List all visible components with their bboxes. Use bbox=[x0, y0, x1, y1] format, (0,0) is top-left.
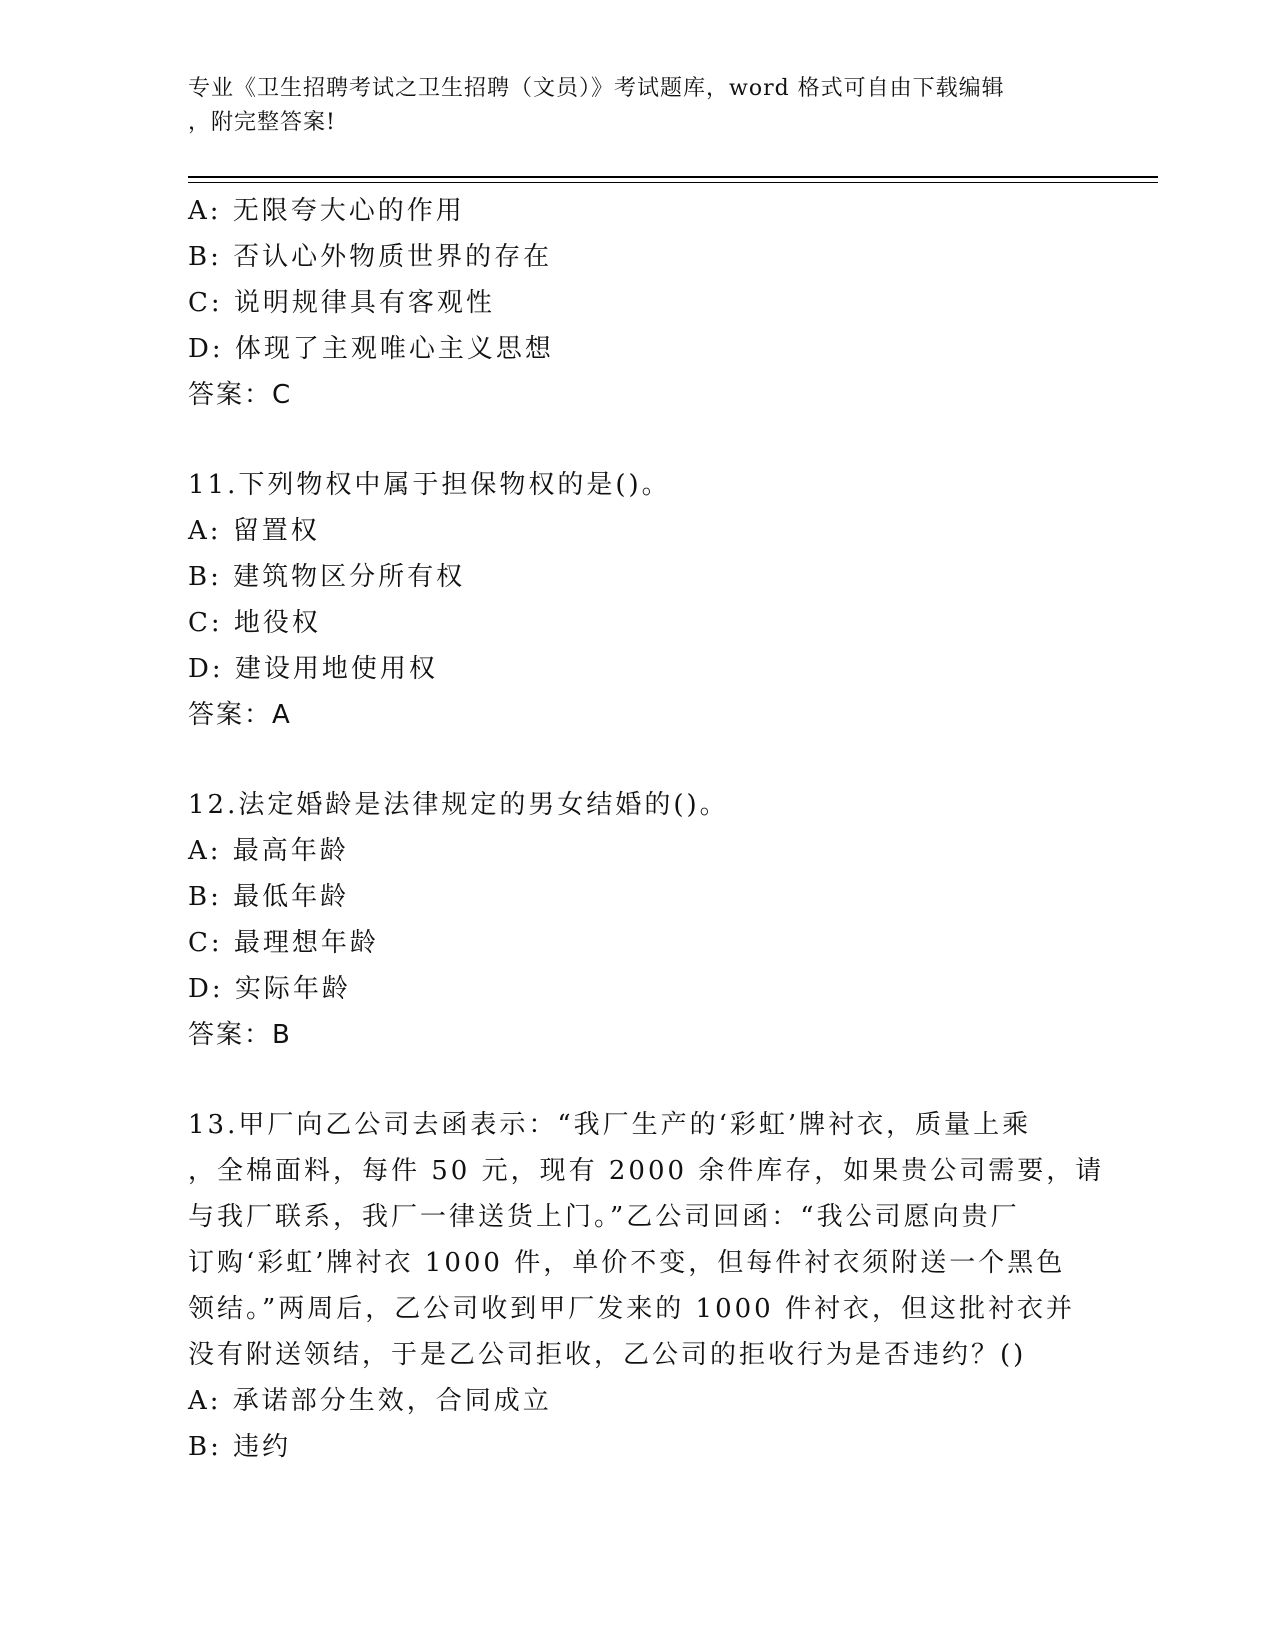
option-c: C: 最理想年龄 bbox=[188, 928, 379, 958]
option-c: C: 地役权 bbox=[188, 608, 321, 638]
question-13 bbox=[188, 1102, 1105, 1470]
spacer bbox=[188, 1058, 1088, 1102]
stem-line: 订购‘彩虹’牌衬衣 1000 件，单价不变，但每件衬衣须附送一个黑色 bbox=[188, 1248, 1066, 1278]
answer-line: 答案：A bbox=[188, 700, 292, 730]
answer-line: 答案：C bbox=[188, 380, 293, 410]
answer-line: 答案：B bbox=[188, 1020, 292, 1050]
question-content bbox=[188, 188, 1105, 1470]
option-a: A: 留置权 bbox=[188, 516, 320, 546]
option-a: A: 最高年龄 bbox=[188, 836, 349, 866]
question-11 bbox=[188, 462, 1088, 738]
question-stem: 12.法定婚龄是法律规定的男女结婚的()。 bbox=[188, 790, 729, 820]
option-b: B: 最低年龄 bbox=[188, 882, 350, 912]
header-divider-thin bbox=[188, 182, 1158, 183]
question-12 bbox=[188, 782, 1088, 1058]
option-b: B: 建筑物区分所有权 bbox=[188, 562, 466, 592]
document-header bbox=[188, 72, 1068, 140]
header-line-1: 专业《卫生招聘考试之卫生招聘（文员）》考试题库，word 格式可自由下载编辑 bbox=[188, 76, 1005, 101]
stem-line: 领结。”两周后，乙公司收到甲厂发来的 1000 件衬衣，但这批衬衣并 bbox=[188, 1294, 1075, 1324]
question-10 bbox=[188, 188, 1088, 418]
question-stem bbox=[188, 1102, 1105, 1378]
option-c: C: 说明规律具有客观性 bbox=[188, 288, 495, 318]
option-d: D: 实际年龄 bbox=[188, 974, 351, 1004]
header-divider-thick bbox=[188, 176, 1158, 178]
spacer bbox=[188, 418, 1088, 462]
stem-line: ，全棉面料，每件 50 元，现有 2000 余件库存，如果贵公司需要，请 bbox=[188, 1156, 1105, 1186]
option-d: D: 建设用地使用权 bbox=[188, 654, 438, 684]
option-a: A: 承诺部分生效，合同成立 bbox=[188, 1386, 552, 1416]
stem-line: 13.甲厂向乙公司去函表示：“我厂生产的‘彩虹’牌衬衣，质量上乘 bbox=[188, 1110, 1032, 1140]
stem-line: 与我厂联系，我厂一律送货上门。”乙公司回函：“我公司愿向贵厂 bbox=[188, 1202, 1020, 1232]
option-a: A: 无限夸大心的作用 bbox=[188, 196, 465, 226]
stem-line: 没有附送领结，于是乙公司拒收，乙公司的拒收行为是否违约？() bbox=[188, 1340, 1027, 1370]
option-b: B: 否认心外物质世界的存在 bbox=[188, 242, 553, 272]
option-b: B: 违约 bbox=[188, 1432, 292, 1462]
option-d: D: 体现了主观唯心主义思想 bbox=[188, 334, 554, 364]
question-stem: 11.下列物权中属于担保物权的是()。 bbox=[188, 470, 671, 500]
header-line-2: ，附完整答案! bbox=[188, 110, 336, 135]
spacer bbox=[188, 738, 1088, 782]
